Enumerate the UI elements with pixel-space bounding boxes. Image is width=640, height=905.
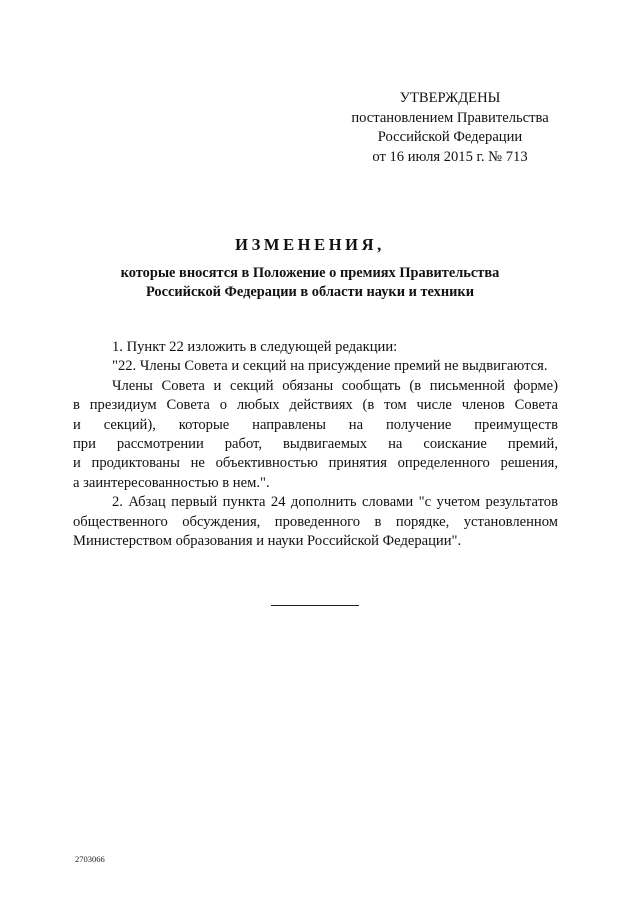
paragraph-3 xyxy=(73,377,558,493)
subtitle-line: которые вносятся в Положение о премиях Правительства xyxy=(120,265,500,281)
document-subtitle xyxy=(90,264,530,302)
approval-line: постановлением Правительства xyxy=(351,109,549,126)
paragraph-line: 2. Абзац первый пункта 24 дополнить словами "с учетом результатов xyxy=(112,494,558,511)
document-code: 2703066 xyxy=(75,854,105,864)
approval-line: Российской Федерации xyxy=(377,129,523,146)
approval-date: от 16 июля 2015 г. № 713 xyxy=(372,149,528,166)
paragraph-4 xyxy=(73,493,558,551)
document-body xyxy=(73,338,558,551)
paragraph-line: Министерством образования и науки Российской Федерации". xyxy=(73,533,462,550)
paragraph-line: а заинтересованностью в нем.". xyxy=(73,474,270,491)
paragraph-line: Члены Совета и секций обязаны сообщать (в письменной форме) xyxy=(112,377,558,394)
paragraph-2: "22. Члены Совета и секций на присуждение премий не выдвигаются. xyxy=(112,358,548,375)
paragraph-line: общественного обсуждения, проведенного в порядке, установленном xyxy=(73,513,558,530)
paragraph-line: в президиум Совета о любых действиях (в том числе членов Совета xyxy=(73,397,558,414)
document-title: ИЗМЕНЕНИЯ, xyxy=(235,235,385,254)
subtitle-line: Российской Федерации в области науки и техники xyxy=(145,284,475,300)
paragraph-line: и продиктованы не объективностью принятия определенного решения, xyxy=(73,455,558,472)
paragraph-line: и секций), которые направлены на получение преимуществ xyxy=(73,416,558,433)
paragraph-1: 1. Пункт 22 изложить в следующей редакции: xyxy=(112,339,398,355)
approval-heading: УТВЕРЖДЕНЫ xyxy=(399,90,501,106)
approval-block xyxy=(338,89,562,168)
paragraph-line: при рассмотрении работ, выдвигаемых на соискание премий, xyxy=(73,436,558,453)
end-separator-line xyxy=(271,605,359,606)
